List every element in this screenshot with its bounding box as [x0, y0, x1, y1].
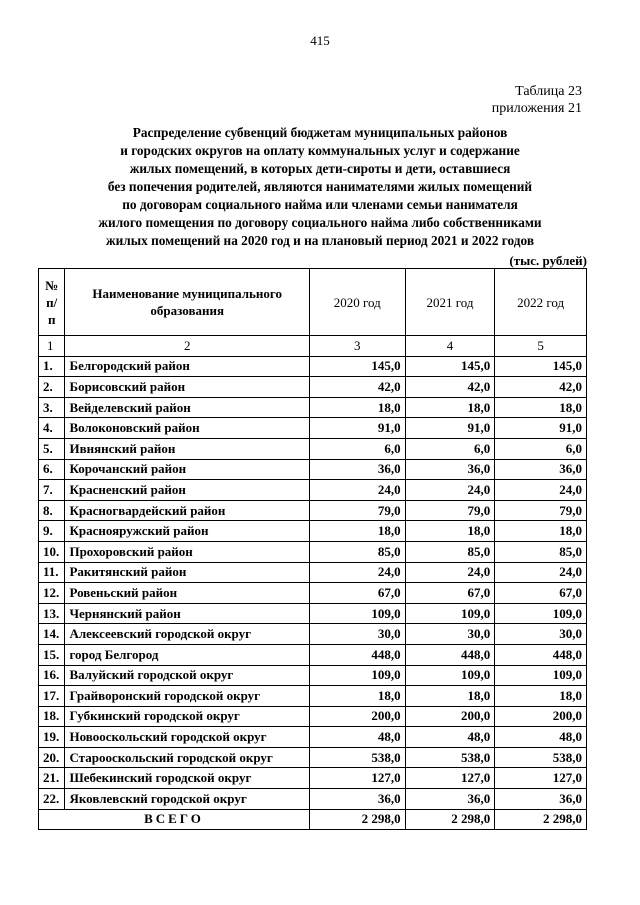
row-municipality-name: Краснояружский район [65, 521, 309, 542]
row-value-2022: 48,0 [495, 727, 587, 748]
row-municipality-name: Алексеевский городской округ [65, 624, 309, 645]
page-number: 415 [310, 33, 330, 48]
table-ref-line2: приложения 21 [491, 101, 582, 116]
row-value-2020: 200,0 [309, 706, 405, 727]
row-value-2021: 79,0 [405, 500, 495, 521]
row-value-2021: 538,0 [405, 747, 495, 768]
row-value-2021: 30,0 [405, 624, 495, 645]
row-number: 22. [39, 789, 65, 810]
row-value-2022: 200,0 [495, 706, 587, 727]
row-value-2022: 18,0 [495, 397, 587, 418]
row-value-2021: 67,0 [405, 583, 495, 604]
row-value-2022: 36,0 [495, 459, 587, 480]
table-row [39, 541, 587, 562]
row-value-2021: 36,0 [405, 789, 495, 810]
row-value-2021: 200,0 [405, 706, 495, 727]
table-row [39, 686, 587, 707]
document-title [60, 124, 580, 250]
row-number: 2. [39, 377, 65, 398]
table-row [39, 727, 587, 748]
title-line: без попечения родителей, являются нанимателями жилых помещений [107, 179, 533, 194]
table-row [39, 521, 587, 542]
total-value-2020: 2 298,0 [309, 809, 405, 830]
row-value-2020: 24,0 [309, 480, 405, 501]
row-value-2020: 6,0 [309, 438, 405, 459]
row-value-2022: 6,0 [495, 438, 587, 459]
row-municipality-name: Ровеньский район [65, 583, 309, 604]
row-municipality-name: Ивнянский район [65, 438, 309, 459]
header-name-text: Наименование муниципального образования [92, 286, 282, 318]
row-value-2022: 109,0 [495, 603, 587, 624]
table-reference [492, 83, 582, 117]
title-line: жилых помещений, в которых дети-сироты и дети, оставшиеся [129, 161, 511, 176]
row-municipality-name: Белгородский район [65, 356, 309, 377]
header-number: № п/п [39, 269, 65, 336]
table-row [39, 459, 587, 480]
row-value-2021: 6,0 [405, 438, 495, 459]
total-row [39, 809, 587, 830]
row-value-2022: 24,0 [495, 562, 587, 583]
row-value-2022: 448,0 [495, 644, 587, 665]
subsidy-table [38, 268, 587, 830]
row-value-2021: 448,0 [405, 644, 495, 665]
table-row [39, 356, 587, 377]
row-value-2021: 109,0 [405, 665, 495, 686]
row-number: 18. [39, 706, 65, 727]
row-value-2022: 36,0 [495, 789, 587, 810]
row-value-2020: 18,0 [309, 397, 405, 418]
row-value-2021: 36,0 [405, 459, 495, 480]
total-value-2022: 2 298,0 [495, 809, 587, 830]
row-municipality-name: Губкинский городской округ [65, 706, 309, 727]
row-number: 9. [39, 521, 65, 542]
row-value-2020: 127,0 [309, 768, 405, 789]
title-line: жилых помещений на 2020 год и на плановый период 2021 и 2022 годов [105, 233, 534, 248]
row-municipality-name: Старооскольский городской округ [65, 747, 309, 768]
row-value-2022: 18,0 [495, 686, 587, 707]
row-municipality-name: Шебекинский городской округ [65, 768, 309, 789]
table-row [39, 397, 587, 418]
row-number: 14. [39, 624, 65, 645]
table-row [39, 624, 587, 645]
table-header-row [39, 269, 587, 336]
row-value-2020: 48,0 [309, 727, 405, 748]
row-value-2020: 18,0 [309, 686, 405, 707]
row-municipality-name: Новооскольский городской округ [65, 727, 309, 748]
row-number: 17. [39, 686, 65, 707]
row-value-2022: 30,0 [495, 624, 587, 645]
row-value-2022: 85,0 [495, 541, 587, 562]
row-value-2022: 67,0 [495, 583, 587, 604]
row-number: 12. [39, 583, 65, 604]
table-row [39, 789, 587, 810]
row-value-2020: 42,0 [309, 377, 405, 398]
index-cell: 1 [39, 336, 65, 357]
title-line: жилого помещения по договору социального найма либо собственниками [98, 215, 542, 230]
header-2021: 2021 год [405, 269, 495, 336]
row-value-2021: 145,0 [405, 356, 495, 377]
table-row [39, 706, 587, 727]
row-municipality-name: Грайворонский городской округ [65, 686, 309, 707]
index-cell: 4 [405, 336, 495, 357]
row-value-2020: 109,0 [309, 665, 405, 686]
row-value-2020: 24,0 [309, 562, 405, 583]
row-number: 3. [39, 397, 65, 418]
units-label: (тыс. рублей) [509, 253, 587, 268]
row-value-2021: 24,0 [405, 562, 495, 583]
row-value-2020: 91,0 [309, 418, 405, 439]
table-row [39, 583, 587, 604]
row-municipality-name: Яковлевский городской округ [65, 789, 309, 810]
row-number: 16. [39, 665, 65, 686]
row-municipality-name: Красненский район [65, 480, 309, 501]
row-value-2021: 48,0 [405, 727, 495, 748]
table-row [39, 768, 587, 789]
total-value-2021: 2 298,0 [405, 809, 495, 830]
row-value-2022: 42,0 [495, 377, 587, 398]
row-value-2022: 18,0 [495, 521, 587, 542]
row-value-2021: 18,0 [405, 686, 495, 707]
row-number: 6. [39, 459, 65, 480]
row-number: 1. [39, 356, 65, 377]
row-municipality-name: Чернянский район [65, 603, 309, 624]
table-row [39, 438, 587, 459]
title-line: Распределение субвенций бюджетам муниципальных районов [132, 125, 508, 140]
table-row [39, 377, 587, 398]
row-number: 8. [39, 500, 65, 521]
row-value-2020: 36,0 [309, 459, 405, 480]
row-number: 19. [39, 727, 65, 748]
table-row [39, 480, 587, 501]
table-ref-line1: Таблица 23 [515, 84, 582, 99]
row-value-2021: 42,0 [405, 377, 495, 398]
row-municipality-name: город Белгород [65, 644, 309, 665]
row-value-2021: 18,0 [405, 397, 495, 418]
row-value-2020: 67,0 [309, 583, 405, 604]
row-number: 4. [39, 418, 65, 439]
row-value-2020: 448,0 [309, 644, 405, 665]
row-municipality-name: Прохоровский район [65, 541, 309, 562]
table-row [39, 644, 587, 665]
row-value-2020: 85,0 [309, 541, 405, 562]
table-row [39, 603, 587, 624]
row-municipality-name: Красногвардейский район [65, 500, 309, 521]
total-label: ВСЕГО [39, 809, 310, 830]
row-number: 13. [39, 603, 65, 624]
title-line: и городских округов на оплату коммунальных услуг и содержание [120, 143, 520, 158]
row-municipality-name: Ракитянский район [65, 562, 309, 583]
row-value-2022: 91,0 [495, 418, 587, 439]
row-value-2021: 18,0 [405, 521, 495, 542]
row-value-2022: 24,0 [495, 480, 587, 501]
index-cell: 5 [495, 336, 587, 357]
row-value-2021: 85,0 [405, 541, 495, 562]
row-number: 10. [39, 541, 65, 562]
table-row [39, 418, 587, 439]
row-value-2021: 127,0 [405, 768, 495, 789]
row-number: 15. [39, 644, 65, 665]
row-number: 7. [39, 480, 65, 501]
title-line: по договорам социального найма или членами семьи нанимателя [122, 197, 518, 212]
row-value-2021: 109,0 [405, 603, 495, 624]
row-municipality-name: Волоконовский район [65, 418, 309, 439]
header-2022: 2022 год [495, 269, 587, 336]
row-municipality-name: Вейделевский район [65, 397, 309, 418]
row-value-2022: 79,0 [495, 500, 587, 521]
row-value-2020: 109,0 [309, 603, 405, 624]
row-value-2022: 109,0 [495, 665, 587, 686]
row-municipality-name: Валуйский городской округ [65, 665, 309, 686]
table-row [39, 747, 587, 768]
header-name [65, 269, 309, 336]
row-number: 20. [39, 747, 65, 768]
row-number: 5. [39, 438, 65, 459]
table-row [39, 562, 587, 583]
row-value-2020: 538,0 [309, 747, 405, 768]
header-2020: 2020 год [309, 269, 405, 336]
column-index-row [39, 336, 587, 357]
index-cell: 2 [65, 336, 309, 357]
row-value-2020: 36,0 [309, 789, 405, 810]
row-value-2022: 145,0 [495, 356, 587, 377]
table-row [39, 665, 587, 686]
row-value-2020: 18,0 [309, 521, 405, 542]
row-value-2022: 127,0 [495, 768, 587, 789]
table-row [39, 500, 587, 521]
row-value-2021: 24,0 [405, 480, 495, 501]
row-municipality-name: Корочанский район [65, 459, 309, 480]
row-number: 21. [39, 768, 65, 789]
row-value-2022: 538,0 [495, 747, 587, 768]
row-value-2020: 145,0 [309, 356, 405, 377]
row-municipality-name: Борисовский район [65, 377, 309, 398]
row-value-2021: 91,0 [405, 418, 495, 439]
row-value-2020: 79,0 [309, 500, 405, 521]
row-value-2020: 30,0 [309, 624, 405, 645]
row-number: 11. [39, 562, 65, 583]
index-cell: 3 [309, 336, 405, 357]
